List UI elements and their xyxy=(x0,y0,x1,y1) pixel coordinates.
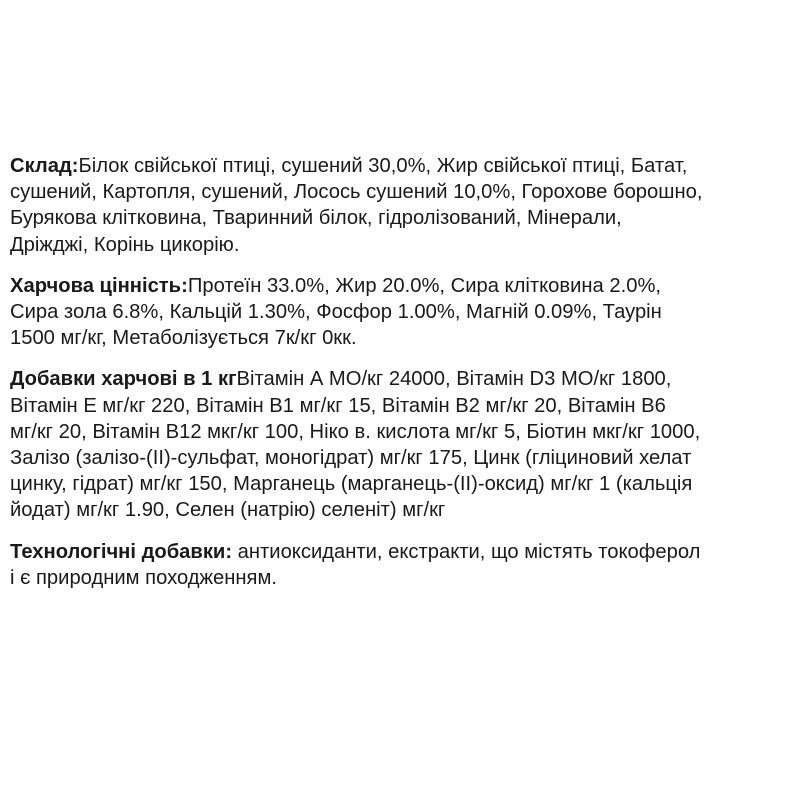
additives-line-1: Добавки харчові в 1 кгВітамін А МО/кг 24000, Вітамін D3 МО/кг 1800, xyxy=(10,368,672,391)
composition-heading: Склад: xyxy=(10,155,79,177)
tech-additives-line-2: і є природним походженням. xyxy=(10,566,277,589)
additives-line-4: Залізо (залізо-(II)-сульфат, моногідрат) мг/кг 175, Цинк (гліциновий хелат xyxy=(10,447,692,470)
additives-section xyxy=(10,366,795,523)
additives-line-6: йодат) мг/кг 1.90, Селен (натрію) селеніт) мг/кг xyxy=(10,499,446,522)
composition-line-3: Бурякова клітковина, Тваринний білок, гідролізований, Мінерали, xyxy=(10,207,622,230)
nutrition-line-2: Сира зола 6.8%, Кальцій 1.30%, Фосфор 1.00%, Магній 0.09%, Таурін xyxy=(10,301,662,324)
composition-line-1: Склад:Білок свійської птиці, сушений 30,0%, Жир свійської птиці, Батат, xyxy=(10,155,688,177)
composition-section xyxy=(10,153,795,258)
nutrition-line-3: 1500 мг/кг, Метаболізується 7к/кг 0кк. xyxy=(10,327,357,350)
nutritional-value-section xyxy=(10,273,795,352)
additives-line-3: мг/кг 20, Вітамін В12 мкг/кг 100, Ніко в. кислота мг/кг 5, Біотин мкг/кг 1000, xyxy=(10,420,701,443)
technological-additives-heading: Технологічні добавки: xyxy=(10,540,233,563)
additives-line-2: Вітамін Е мг/кг 220, Вітамін В1 мг/кг 15, Вітамін В2 мг/кг 20, Вітамін В6 xyxy=(10,394,666,417)
tech-additives-line-1: Технологічні добавки: антиоксиданти, екстракти, що містять токоферол xyxy=(10,540,701,563)
additives-line-5: цинку, гідрат) мг/кг 150, Марганець (марганець-(II)-оксид) мг/кг 1 (кальція xyxy=(10,473,693,496)
composition-line-4: Дріжджі, Корінь цикорію. xyxy=(10,233,240,256)
additives-heading: Добавки харчові в 1 кг xyxy=(10,368,237,391)
composition-line-2: сушений, Картопля, сушений, Лосось сушений 10,0%, Горохове борошно, xyxy=(10,181,703,204)
product-label-text xyxy=(10,153,795,606)
technological-additives-section xyxy=(10,539,795,591)
nutrition-line-1: Харчова цінність:Протеїн 33.0%, Жир 20.0%, Сира клітковина 2.0%, xyxy=(10,274,662,297)
nutritional-value-heading: Харчова цінність: xyxy=(10,274,188,297)
